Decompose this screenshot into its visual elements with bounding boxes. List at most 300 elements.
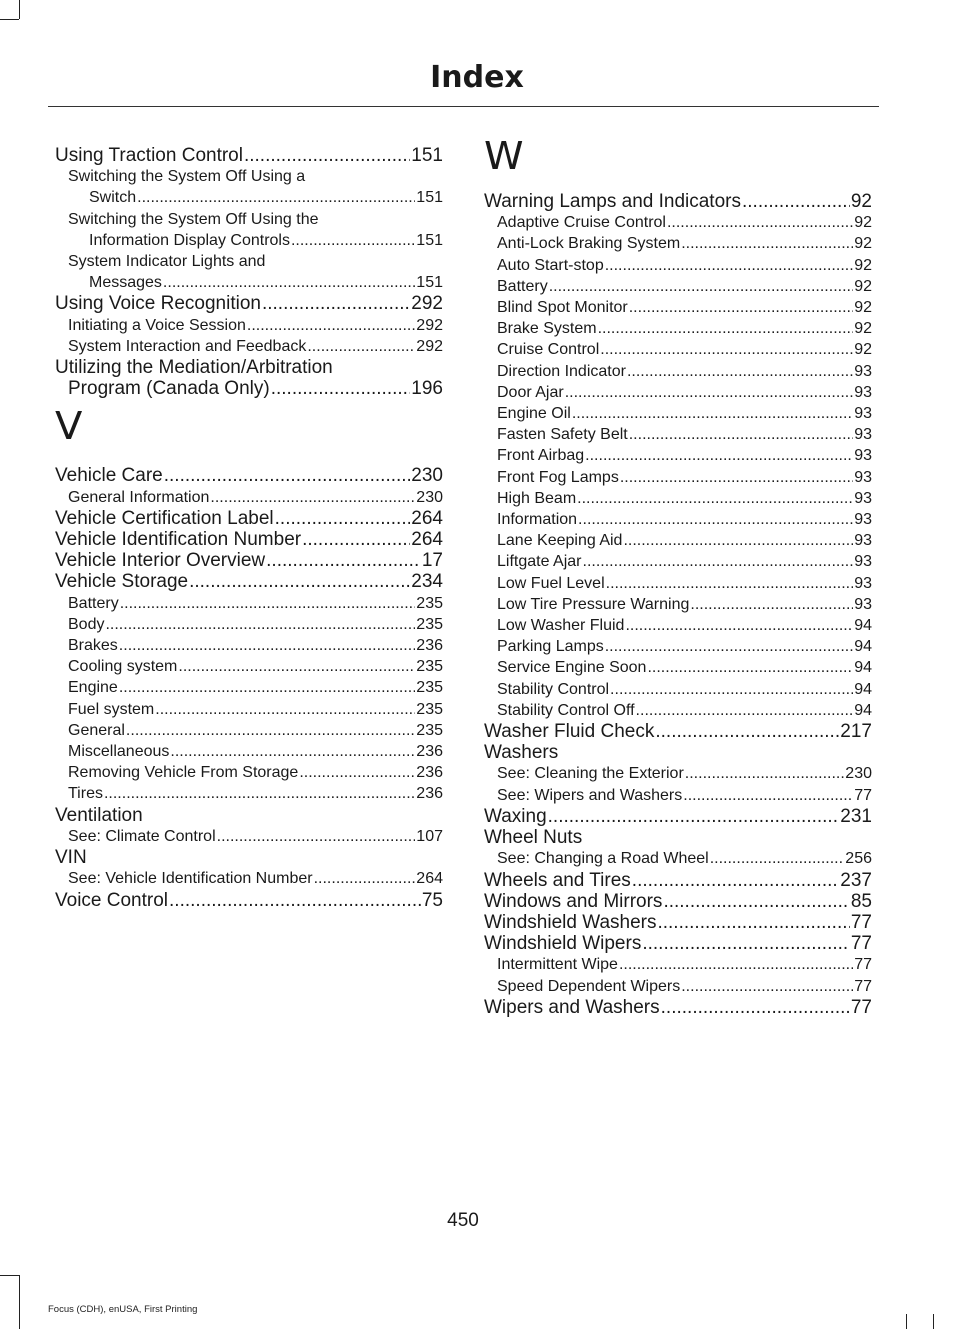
index-entry [484,806,872,827]
entry-label: Front Fog Lamps [497,468,619,486]
entry-label: Warning Lamps and Indicators [484,191,741,212]
leader-dots [137,187,415,208]
entry-label: Fuel system [68,700,155,718]
page-reference: 292 [416,316,443,334]
entry-row [55,593,443,614]
entry-row [55,762,443,783]
leader-dots [105,614,415,635]
entry-label: Cruise Control [497,341,600,359]
entry-row [484,509,872,530]
crop-mark-bottom-right-1 [906,1314,907,1329]
page-reference: 292 [411,293,443,315]
leader-dots [577,488,853,509]
page-reference: 85 [850,890,872,912]
entry-row [55,720,443,741]
index-entry [55,145,443,166]
crop-mark-bottom-left-v [19,1275,20,1329]
leader-dots [657,912,849,933]
index-subentry [55,826,443,847]
entry-row [55,230,443,251]
entry-row [55,145,443,166]
leader-dots [585,445,853,466]
entry-row [484,594,872,615]
entry-row [55,826,443,847]
entry-label: Battery [497,277,548,295]
leader-dots [169,890,421,911]
leader-dots [548,806,840,827]
entry-row [55,187,443,208]
page-reference: 93 [854,511,872,529]
entry-label: See: Cleaning the Exterior [497,765,684,783]
page-reference: 92 [854,299,872,317]
page-reference: 75 [421,889,443,911]
page-reference: 92 [854,341,872,359]
page-reference: 230 [416,488,443,506]
index-subentry [55,783,443,804]
index-subentry [55,741,443,762]
entry-label: Low Tire Pressure Warning [497,595,690,613]
page-reference: 93 [854,362,872,380]
page-reference: 93 [854,426,872,444]
leader-dots [104,783,415,804]
entry-label: Washers [484,742,559,764]
index-subentry [484,573,872,594]
leader-dots [710,848,845,869]
page-reference: 237 [840,869,872,891]
page-reference: 94 [854,701,872,719]
page-reference: 217 [840,721,872,743]
entry-row [484,276,872,297]
index-subentry [484,509,872,530]
entry-row [484,806,872,827]
entry-row [484,382,872,403]
entry-row [484,912,872,933]
entry-label: Fasten Safety Belt [497,426,628,444]
page-reference: 264 [411,507,443,529]
leader-dots [262,293,410,314]
page-reference: 92 [850,191,872,212]
entry-label: Stability Control [497,680,610,698]
entry-label: Vehicle Storage [55,571,189,593]
entry-label: VIN [55,847,87,869]
leader-dots [307,336,415,357]
index-entry [55,465,443,486]
entry-row [484,424,872,445]
page-reference: 92 [854,256,872,274]
page-reference: 92 [854,214,872,232]
entry-label: Wheels and Tires [484,869,631,891]
index-subentry [484,445,872,466]
entry-label: Battery [68,594,119,612]
entry-label: Engine [68,679,118,697]
index-subentry [484,848,872,869]
page-reference: 235 [416,721,443,739]
leader-dots [681,233,853,254]
leader-dots [655,721,839,742]
entry-label: Tires [68,785,103,803]
leader-dots [625,615,853,636]
entry-row [484,488,872,509]
page-reference: 264 [411,529,443,551]
entry-label: Low Washer Fluid [497,617,625,635]
entry-row [55,614,443,635]
page-reference: 77 [854,977,872,995]
page-reference: 93 [854,383,872,401]
entry-label-line: Switching the System Off Using a [68,168,306,186]
footer-note: Focus (CDH), enUSA, First Printing [48,1304,198,1315]
index-subentry [484,488,872,509]
entry-row [484,297,872,318]
index-subentry [484,615,872,636]
leader-dots [217,826,416,847]
leader-dots [606,573,854,594]
entry-row [484,255,872,276]
entry-label: System Interaction and Feedback [68,337,307,355]
entry-row [484,891,872,912]
entry-row [484,700,872,721]
page-reference: 151 [416,231,443,249]
entry-row [55,293,443,314]
entry-label: Wheel Nuts [484,827,583,849]
index-subentry [484,763,872,784]
page-reference: 151 [411,145,443,166]
index-subentry [55,336,443,357]
index-entry [55,847,443,868]
entry-row [484,467,872,488]
index-subentry [484,954,872,975]
page-reference: 230 [411,465,443,487]
entry-label: Engine Oil [497,405,571,423]
entry-row [484,997,872,1018]
entry-label: See: Wipers and Washers [497,786,683,804]
index-entry [484,827,872,848]
entry-label: Anti-Lock Braking System [497,235,681,253]
crop-mark-bottom-left-h [0,1275,19,1276]
page-reference: 292 [416,337,443,355]
entry-row [55,656,443,677]
crop-mark-bottom-right-2 [933,1314,934,1329]
leader-dots [583,551,854,572]
leader-dots [155,699,415,720]
entry-label: Windows and Mirrors [484,890,663,912]
crop-mark-top-left-h [0,19,19,20]
index-subentry [55,487,443,508]
page-reference: 94 [854,680,872,698]
page-reference: 235 [416,679,443,697]
leader-dots [636,700,854,721]
index-entry [55,529,443,550]
entry-label: Body [68,615,105,633]
entry-label: Vehicle Care [55,465,163,487]
entry-label: Ventilation [55,804,143,826]
entry-row [55,699,443,720]
entry-row [55,741,443,762]
index-subentry [55,166,443,208]
page-reference: 92 [854,277,872,295]
index-subentry [484,679,872,700]
page-reference: 77 [850,911,872,933]
entry-row [484,212,872,233]
entry-label: Vehicle Interior Overview [55,550,266,572]
entry-row [55,677,443,698]
index-subentry [55,635,443,656]
entry-label: Parking Lamps [497,638,604,656]
leader-dots [210,487,415,508]
leader-dots [663,891,849,912]
entry-row [55,508,443,529]
page-reference: 236 [416,637,443,655]
index-subentry [484,233,872,254]
entry-row [55,868,443,889]
index-entry [484,912,872,933]
index-subentry [484,700,872,721]
entry-row [484,679,872,700]
entry-row [55,465,443,486]
page-reference: 93 [854,595,872,613]
entry-row [484,657,872,678]
entry-label: Cooling system [68,658,178,676]
index-entry [55,357,443,399]
leader-dots [600,339,853,360]
leader-dots [549,276,854,297]
entry-label: High Beam [497,489,577,507]
entry-row [484,573,872,594]
entry-label: Intermittent Wipe [497,956,618,974]
page-reference: 256 [845,850,872,868]
index-subentry [484,657,872,678]
page-reference: 107 [416,827,443,845]
entry-label: Speed Dependent Wipers [497,977,681,995]
entry-row [484,636,872,657]
entry-row [55,315,443,336]
page-reference: 151 [416,274,443,292]
leader-dots [629,297,853,318]
leader-dots [271,378,411,399]
entry-label: General Information [68,488,210,506]
entry-label: Voice Control [55,889,169,911]
entry-label: Vehicle Identification Number [55,529,302,551]
entry-row [55,272,443,293]
entry-row [484,721,872,742]
entry-label: General [68,721,125,739]
leader-dots [275,508,411,529]
entry-row [484,763,872,784]
index-entry [484,721,872,742]
entry-row [484,233,872,254]
entry-label: Auto Start-stop [497,256,604,274]
page-reference: 17 [421,550,443,572]
index-subentry [484,467,872,488]
index-subentry [484,339,872,360]
index-subentry [55,656,443,677]
page-reference: 93 [854,447,872,465]
leader-dots [610,679,853,700]
index-subentry [55,762,443,783]
entry-row [55,487,443,508]
entry-label: Adaptive Cruise Control [497,214,666,232]
leader-dots [291,230,415,251]
index-subentry [484,785,872,806]
index-entry [484,870,872,891]
entry-row [484,403,872,424]
leader-dots [629,424,853,445]
index-column-right [484,133,872,1018]
page-reference: 234 [411,571,443,593]
leader-dots [647,657,853,678]
entry-row [484,615,872,636]
entry-label: Removing Vehicle From Storage [68,764,299,782]
index-subentry [55,315,443,336]
leader-dots [620,467,853,488]
index-subentry [484,636,872,657]
title-divider [48,106,879,107]
entry-label: Program (Canada Only) [68,378,270,400]
page-reference: 77 [854,956,872,974]
page-reference: 196 [411,378,443,400]
entry-label-line: Switching the System Off Using the [68,210,319,228]
leader-dots [120,593,416,614]
page-reference: 231 [840,805,872,827]
leader-dots [685,763,845,784]
entry-label: Blind Spot Monitor [497,299,628,317]
entry-row [484,551,872,572]
leader-dots [578,509,853,530]
leader-dots [119,677,415,698]
index-entry [55,293,443,314]
index-subentry [484,212,872,233]
leader-dots [667,212,853,233]
page-number: 450 [447,1210,479,1231]
index-subentry [484,255,872,276]
index-subentry [484,403,872,424]
entry-row [55,805,443,826]
entry-row [484,318,872,339]
index-entry [484,191,872,212]
leader-dots [681,976,853,997]
entry-label: Vehicle Certification Label [55,507,274,529]
entry-row [55,847,443,868]
entry-row [484,976,872,997]
page-reference: 93 [854,468,872,486]
entry-label: Using Voice Recognition [55,293,261,315]
page-reference: 92 [854,320,872,338]
entry-row [484,530,872,551]
leader-dots [302,529,410,550]
index-entry [55,805,443,826]
entry-label: Messages [89,274,162,292]
entry-row [55,571,443,592]
page-reference: 236 [416,785,443,803]
index-subentry [484,594,872,615]
entry-row [55,635,443,656]
entry-label: See: Climate Control [68,827,216,845]
leader-dots [126,720,415,741]
leader-dots [642,933,850,954]
entry-row [55,783,443,804]
leader-dots [605,636,853,657]
entry-label: Information Display Controls [89,231,290,249]
index-entry [55,550,443,571]
page-reference: 77 [854,786,872,804]
crop-mark-top-left-v [19,0,20,19]
page-reference: 92 [854,235,872,253]
leader-dots [170,741,415,762]
leader-dots [299,762,415,783]
entry-label: Waxing [484,805,547,827]
entry-label: Windshield Washers [484,911,657,933]
page-reference: 236 [416,764,443,782]
entry-row [55,336,443,357]
section-letter: V [55,405,83,450]
entry-label: Wipers and Washers [484,996,660,1018]
entry-row [484,742,872,763]
leader-dots [244,145,410,166]
page-reference: 93 [854,574,872,592]
entry-label: Brakes [68,637,118,655]
page-title: Index [430,60,524,95]
leader-dots [247,315,415,336]
page-reference: 93 [854,489,872,507]
page-reference: 235 [416,700,443,718]
leader-dots [178,656,415,677]
index-subentry [55,209,443,251]
section-letter: W [484,134,524,179]
index-entry [484,891,872,912]
index-subentry [55,251,443,293]
index-subentry [55,699,443,720]
page-reference: 94 [854,617,872,635]
entry-label: Initiating a Voice Session [68,316,246,334]
index-subentry [484,976,872,997]
entry-label: Low Fuel Level [497,574,605,592]
entry-row [55,529,443,550]
index-entry [484,742,872,763]
entry-row [484,445,872,466]
entry-label: Front Airbag [497,447,585,465]
index-subentry [484,276,872,297]
entry-label: Direction Indicator [497,362,626,380]
entry-row [484,361,872,382]
leader-dots [598,318,854,339]
entry-row [484,785,872,806]
leader-dots [572,403,853,424]
entry-label: Switch [89,189,137,207]
page-reference: 94 [854,659,872,677]
index-subentry [55,593,443,614]
leader-dots [632,870,840,891]
entry-row [55,378,443,399]
page-reference: 77 [850,996,872,1018]
leader-dots [164,465,411,486]
page-reference: 93 [854,405,872,423]
entry-row [484,954,872,975]
page-reference: 230 [845,765,872,783]
index-subentry [484,530,872,551]
leader-dots [683,785,853,806]
entry-row [484,191,872,212]
leader-dots [163,272,415,293]
entry-label: Door Ajar [497,383,564,401]
leader-dots [623,530,853,551]
page-reference: 93 [854,532,872,550]
entry-label-line: Utilizing the Mediation/Arbitration [55,357,333,379]
index-entry [55,571,443,592]
index-entry [55,890,443,911]
entry-label: Windshield Wipers [484,933,642,955]
index-subentry [484,318,872,339]
entry-row [484,933,872,954]
page-reference: 94 [854,638,872,656]
